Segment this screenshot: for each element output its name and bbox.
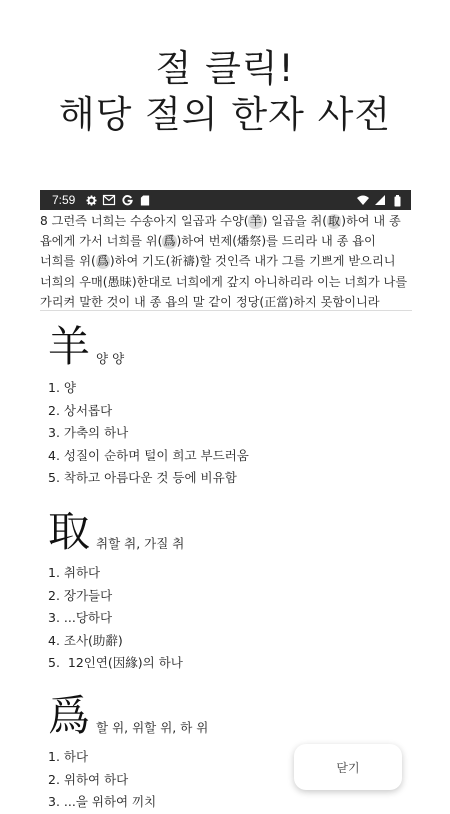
verse-segment: )하여 번제(燔祭)를 드리라 내 종 욥이 너희를 위(: [40, 234, 376, 269]
highlighted-hanja[interactable]: 羊: [249, 214, 262, 228]
google-icon: [121, 195, 133, 206]
hanja-entry: [48, 508, 408, 675]
meaning-item: 3. ...당하다: [48, 610, 113, 626]
meaning-item: 1. 하다: [48, 749, 89, 764]
meaning-item: 5. 착하고 아름다운 것 등에 비유함: [48, 470, 237, 486]
hanja-reading: 취할 취, 가질 취: [96, 536, 185, 551]
signal-icon: [374, 195, 386, 206]
highlighted-hanja[interactable]: 爲: [163, 234, 176, 249]
meaning-list: [48, 377, 408, 490]
highlighted-hanja[interactable]: 爲: [96, 254, 109, 269]
promo-title: 절 클릭!: [155, 47, 295, 90]
gmail-icon: [103, 195, 115, 206]
sd-card-icon: [139, 195, 151, 206]
verse-text[interactable]: [40, 211, 412, 312]
meaning-item: 4. 조사(助辭): [48, 632, 123, 648]
meaning-item: 1. 양: [48, 380, 76, 395]
settings-icon: [85, 195, 97, 206]
meaning-list: [48, 562, 408, 675]
hanja-character: 爲: [48, 691, 91, 740]
meaning-item: 1. 취하다: [48, 565, 101, 580]
battery-icon: [391, 195, 403, 206]
meaning-item: 5. 12인연(因緣)의 하나: [48, 655, 183, 671]
close-button[interactable]: 닫기: [294, 744, 402, 790]
hanja-character: 取: [48, 507, 91, 556]
meaning-item: 2. 위하여 하다: [48, 771, 129, 787]
verse-segment: )하여 기도(祈禱)할 것인즉 내가 그를 기쁘게 받으리니 너희의 우매(愚昧)한대로 너희에게 갚지 아니하리라 이는 너희가 나를 가리켜 말한 것이 내 종 욥의 말 같이 정당(正當)하지 못함이니라: [40, 254, 408, 309]
promo-subtitle: 해당 절의 한자 사전: [58, 93, 392, 136]
hanja-reading: 할 위, 위할 위, 하 위: [96, 720, 209, 735]
meaning-item: 3. ...을 위하여 끼치: [48, 794, 157, 810]
hanja-character: 羊: [48, 322, 91, 371]
verse-segment: )하여 내 종 욥에게 가서 너희를 위(: [40, 214, 401, 249]
meaning-item: 2. 장가들다: [48, 587, 113, 603]
hanja-reading: 양 양: [96, 351, 125, 366]
verse-segment: ) 일곱을 취(: [262, 214, 328, 228]
meaning-item: 2. 상서롭다: [48, 402, 113, 418]
divider: [40, 310, 412, 311]
meaning-item: 3. 가축의 하나: [48, 425, 129, 441]
promo-banner: [0, 0, 450, 190]
wifi-icon: [357, 195, 369, 206]
status-bar: [40, 190, 411, 210]
status-time: 7:59: [52, 193, 76, 207]
hanja-entry: [48, 323, 408, 490]
meaning-item: 4. 성질이 순하며 털이 희고 부드러움: [48, 447, 249, 463]
verse-segment: 8 그런즉 너희는 수송아지 일곱과 수양(: [40, 214, 249, 228]
highlighted-hanja[interactable]: 取: [328, 214, 341, 228]
